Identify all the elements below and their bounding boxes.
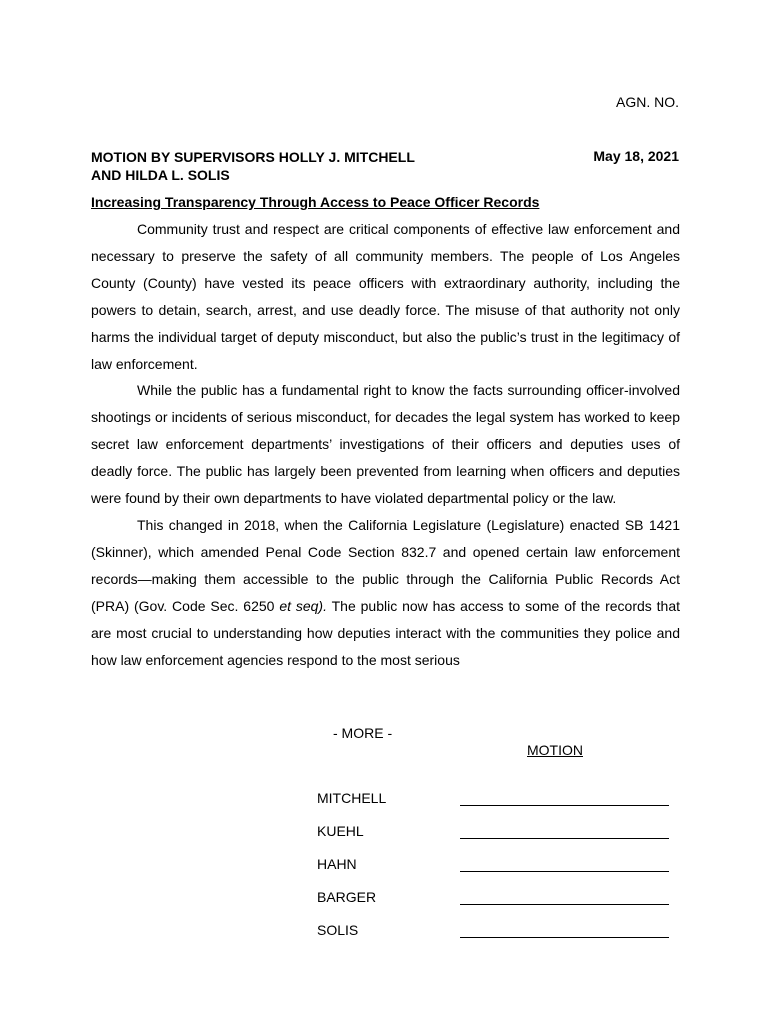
motion-vote-label: MOTION bbox=[527, 742, 583, 758]
motion-by-heading bbox=[91, 148, 415, 184]
motion-by-line-2: AND HILDA L. SOLIS bbox=[91, 167, 230, 183]
vote-signature-line bbox=[460, 871, 669, 872]
supervisor-name: HAHN bbox=[317, 856, 357, 872]
vote-signature-line bbox=[460, 838, 669, 839]
motion-body bbox=[91, 216, 680, 673]
vote-row-barger bbox=[317, 889, 677, 922]
supervisor-name: KUEHL bbox=[317, 823, 364, 839]
vote-row-mitchell bbox=[317, 790, 677, 823]
motion-by-line-1: MOTION BY SUPERVISORS HOLLY J. MITCHELL bbox=[91, 149, 415, 165]
agenda-number: AGN. NO. bbox=[615, 94, 679, 110]
supervisor-name: MITCHELL bbox=[317, 790, 387, 806]
vote-signature-line bbox=[460, 937, 669, 938]
motion-date: May 18, 2021 bbox=[593, 148, 679, 164]
paragraph-3-part-1: This changed in 2018, when the California Legislature (Legislature) enacted SB 1421 (Skinner), which amended Penal Code Section 832.7 and opened certain law enforcement records—making them accessible to the public through the California Public Records Act (PRA) (Gov. Code Sec. 6250 bbox=[91, 516, 680, 614]
supervisor-name: SOLIS bbox=[317, 922, 359, 938]
vote-row-kuehl bbox=[317, 823, 677, 856]
paragraph-3-italic: et seq). bbox=[279, 597, 327, 614]
vote-signature-line bbox=[460, 904, 669, 905]
vote-row-hahn bbox=[317, 856, 677, 889]
motion-subject: Increasing Transparency Through Access to Peace Officer Records bbox=[91, 194, 540, 210]
paragraph-3-part-2: The public now has access to some of the records that are most crucial to understanding how deputies interact with the communities they police and how law enforcement agencies respond to the most serious bbox=[91, 597, 680, 668]
more-indicator: - MORE - bbox=[333, 725, 393, 741]
supervisor-name: BARGER bbox=[317, 889, 377, 905]
vote-table bbox=[317, 790, 677, 955]
paragraph-1: Community trust and respect are critical components of effective law enforcement and necessary to preserve the safety of all community members. The people of Los Angeles County (County) have vested its peace officers with extraordinary authority, including the powers to detain, search, arrest, and use deadly force. The misuse of that authority not only harms the individual target of deputy misconduct, but also the public’s trust in the legitimacy of law enforcement. bbox=[91, 221, 680, 372]
vote-signature-line bbox=[460, 805, 669, 806]
paragraph-2: While the public has a fundamental right to know the facts surrounding officer-involved shootings or incidents of serious misconduct, for decades the legal system has worked to keep secret law enforcement departments’ investigations of their officers and deputies uses of deadly force. The public has largely been prevented from learning when officers and deputies were found by their own departments to have violated departmental policy or the law. bbox=[91, 382, 680, 507]
paragraph-3 bbox=[91, 512, 680, 673]
vote-row-solis bbox=[317, 922, 677, 955]
